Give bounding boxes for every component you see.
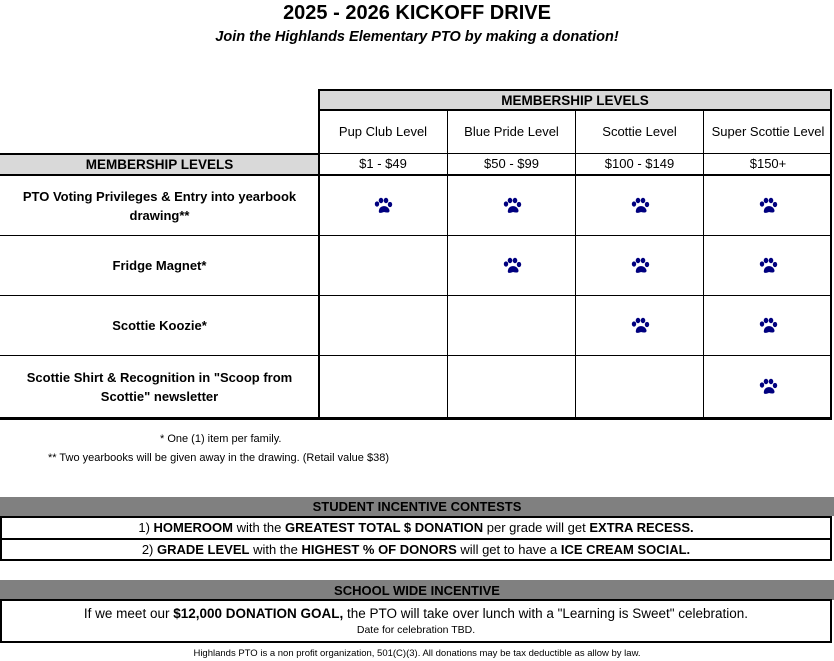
school-incentive-date: Date for celebration TBD. [356,624,476,636]
table-divider [318,110,320,420]
benefit-cell [575,356,703,418]
paw-print-icon [758,316,778,336]
level-price-range: $1 - $49 [318,153,447,176]
paw-print-icon [630,196,650,216]
benefit-cell [318,356,447,418]
benefit-label: Scottie Shirt & Recognition in "Scoop from Scottie" newsletter [0,356,319,418]
paw-print-icon [373,196,393,216]
note-yearbooks: ** Two yearbooks will be given away in the drawing. (Retail value $38) [48,452,389,464]
text-run: will get to have a [456,542,561,557]
benefit-cell [703,176,832,236]
text-run: HIGHEST % OF DONORS [301,542,457,557]
benefit-cell [703,356,832,418]
level-price-range: $50 - $99 [447,153,575,176]
benefit-cell [447,176,575,236]
text-run: with the [232,520,285,535]
text-run: $12,000 DONATION GOAL, [173,606,344,621]
text-run: GREATEST TOTAL $ DONATION [285,520,484,535]
benefit-cell [447,356,575,418]
paw-print-icon [758,256,778,276]
benefit-cell [575,236,703,296]
text-run: 1) [138,520,154,535]
note-one-item: * One (1) item per family. [160,433,282,445]
school-incentive-box [0,599,832,643]
benefit-cell [447,236,575,296]
benefit-cell [575,176,703,236]
page-title: 2025 - 2026 KICKOFF DRIVE [283,2,551,24]
membership-levels-header: MEMBERSHIP LEVELS [318,89,832,111]
text-run: the PTO will take over lunch with a "Learning is Sweet" celebration. [343,606,749,621]
school-incentive-header: SCHOOL WIDE INCENTIVE [0,580,834,600]
benefit-cell [703,296,832,356]
paw-print-icon [758,377,778,397]
benefit-label: PTO Voting Privileges & Entry into yearbook drawing** [0,176,319,236]
text-run: HOMEROOM [153,520,233,535]
paw-print-icon [630,256,650,276]
contest-1 [0,516,832,540]
school-incentive-text [2,605,830,623]
text-run: EXTRA RECESS. [589,520,694,535]
text-run: GRADE LEVEL [157,542,250,557]
contest-2 [0,538,832,561]
text-run: If we meet our [83,606,174,621]
level-price-range: $150+ [703,153,832,176]
paw-print-icon [502,196,522,216]
benefit-cell [318,236,447,296]
paw-print-icon [758,196,778,216]
benefit-cell [318,296,447,356]
paw-print-icon [630,316,650,336]
benefit-cell [447,296,575,356]
level-name: Blue Pride Level [447,110,575,154]
benefit-cell [318,176,447,236]
paw-print-icon [502,256,522,276]
level-name: Super Scottie Level [703,110,832,154]
student-contests-header: STUDENT INCENTIVE CONTESTS [0,497,834,516]
benefit-label: Fridge Magnet* [0,236,319,296]
text-run: with the [249,542,302,557]
table-bottom-rule [0,418,320,420]
text-run: per grade will get [483,520,590,535]
level-price-range: $100 - $149 [575,153,703,176]
footer-disclaimer: Highlands PTO is a non profit organization, 501(C)(3). All donations may be tax deductible as allow by law. [193,648,641,659]
text-run: 2) [141,542,157,557]
benefit-cell [703,236,832,296]
level-name: Scottie Level [575,110,703,154]
level-name: Pup Club Level [318,110,447,154]
membership-levels-row-header: MEMBERSHIP LEVELS [0,153,319,176]
text-run: ICE CREAM SOCIAL. [560,542,691,557]
benefit-label: Scottie Koozie* [0,296,319,356]
benefit-cell [575,296,703,356]
page-subtitle: Join the Highlands Elementary PTO by making a donation! [215,29,619,45]
